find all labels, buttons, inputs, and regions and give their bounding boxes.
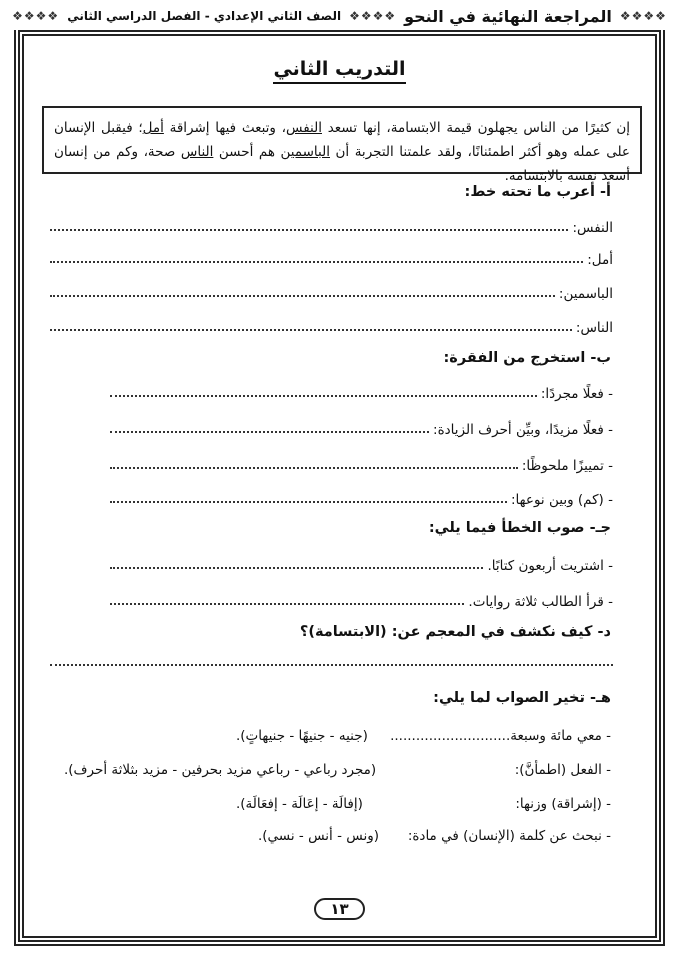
item-label: أمل: [587, 252, 613, 268]
passage-text-5: صحة، وكم من إنسان أسعد نفسه بالابتسامة. [54, 144, 630, 184]
answer-line[interactable] [110, 566, 483, 569]
choices-text: (جنيه - جنيهًا - جنيهاتٍ). [236, 728, 368, 744]
page-header [0, 2, 679, 30]
answer-line[interactable] [50, 260, 583, 263]
header-subtitle: الصف الثاني الإعدادي - الفصل الدراسي الثاني [67, 9, 342, 23]
passage-text-4: هم أحسن [213, 144, 281, 160]
answer-line[interactable] [110, 430, 429, 433]
passage-underline-1: النفس [286, 120, 322, 136]
section-a-item [50, 314, 613, 336]
question-text: - نبحث عن كلمة (الإنسان) في مادة: [407, 828, 611, 844]
header-ornament-mid: ❖❖❖❖ [349, 9, 397, 23]
answer-line[interactable] [110, 602, 464, 605]
page-number-text: ١٣ [314, 898, 364, 920]
section-e-heading: هـ- تخير الصواب لما يلي: [433, 690, 611, 706]
answer-line[interactable] [110, 394, 537, 397]
question-text: - الفعل (اطمأنَّ): [514, 762, 611, 778]
item-label: - قرأ الطالب ثلاثة روايات. [468, 594, 613, 610]
section-a-heading: أ- أعرب ما تحته خط: [464, 184, 611, 200]
choices-text: (ونس - أنس - نسي). [258, 828, 379, 844]
header-ornament-left: ❖❖❖❖ [12, 9, 60, 23]
answer-line[interactable] [110, 500, 507, 503]
section-c-heading: جـ- صوب الخطأ فيما يلي: [428, 520, 611, 536]
section-c-item [110, 552, 613, 574]
choices-text: (مجرد رباعي - رباعي مزيد بحرفين - مزيد بثلاثة أحرف). [64, 762, 377, 778]
page-title-text: التدريب الثاني [273, 58, 405, 84]
answer-line[interactable] [50, 664, 613, 666]
header-ornament-right: ❖❖❖❖ [619, 9, 667, 23]
choices-text: (إفالَة - إعَالَة - إفعَالَة). [236, 796, 363, 812]
item-label: - (كم) وبين نوعها: [511, 492, 613, 508]
section-d-heading: د- كيف نكشف في المعجم عن: (الابتسامة)؟ [299, 624, 611, 640]
answer-line[interactable] [50, 328, 572, 331]
section-c-item [110, 588, 613, 610]
passage-underline-3: الباسمين [280, 144, 330, 160]
header-main-title: المراجعة النهائية في النحو [404, 6, 612, 26]
question-label: - معي مائة وسبعة [510, 728, 611, 744]
item-label: النفس: [572, 220, 613, 236]
item-label: الباسمين: [558, 286, 613, 302]
question-text [390, 728, 611, 744]
section-b-item [110, 416, 613, 438]
section-b-item [110, 486, 613, 508]
item-label: - فعلًا مزيدًا، وبيِّن أحرف الزيادة: [433, 422, 613, 438]
passage-text-3: ؛ فيقبل الإنسان على عمله وهو أكثر اطمئنانًا، ولقد علمتنا التجربة أن [54, 120, 630, 160]
section-a-item [50, 246, 613, 268]
answer-dots[interactable]: ............................ [390, 728, 511, 744]
section-a-item [50, 280, 613, 302]
passage-box [42, 106, 642, 184]
question-text: - (إشراقة) وزنها: [515, 796, 611, 812]
answer-line[interactable] [50, 228, 568, 231]
passage-text-1: إن كثيرًا من الناس يجهلون قيمة الابتسامة، إنها تسعد [322, 120, 630, 136]
passage-underline-4: الناس [180, 144, 214, 160]
section-b-item [110, 452, 613, 474]
item-label: - اشتريت أربعون كتابًا. [487, 558, 613, 574]
answer-line[interactable] [50, 294, 555, 297]
passage-underline-2: أمل [142, 120, 164, 136]
item-label: الناس: [575, 320, 613, 336]
page-title [0, 58, 679, 80]
passage-text-2: ، وتبعث فيها إشراقة [163, 120, 287, 136]
page-number [0, 900, 679, 918]
section-b-item [110, 380, 613, 402]
item-label: - فعلًا مجردًا: [540, 386, 613, 402]
section-b-heading: ب- استخرج من الفقرة: [443, 350, 611, 366]
answer-line[interactable] [110, 466, 518, 469]
item-label: - تمييزًا ملحوظًا: [521, 458, 613, 474]
section-a-item [50, 214, 613, 236]
